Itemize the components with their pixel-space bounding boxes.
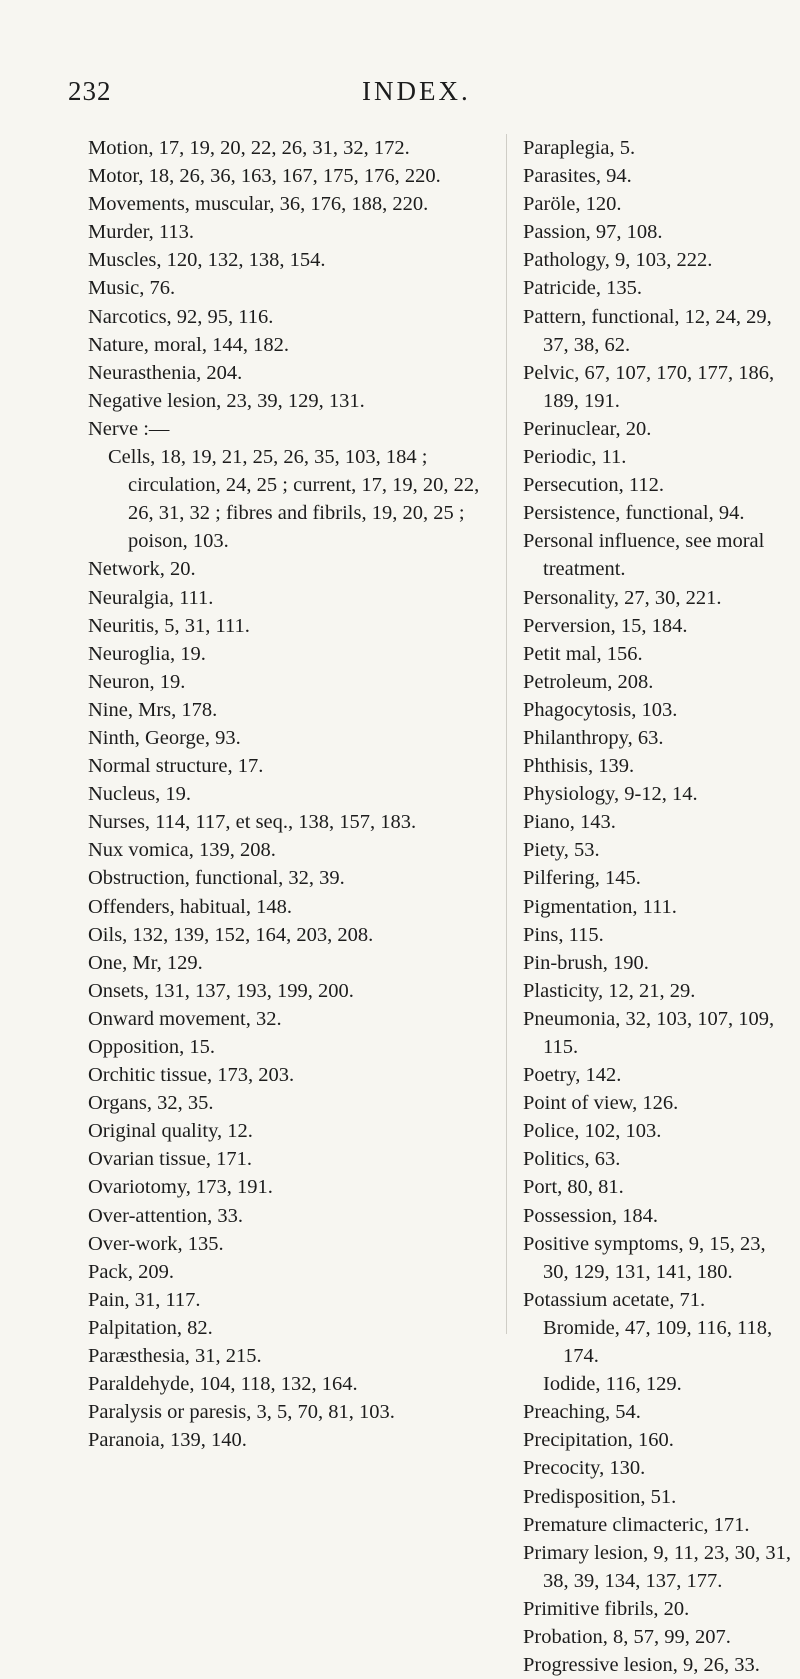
index-entry: Paralysis or paresis, 3, 5, 70, 81, 103. bbox=[88, 1401, 395, 1424]
index-entry: Pigmentation, 111. bbox=[523, 895, 677, 918]
index-entry: Opposition, 15. bbox=[88, 1036, 215, 1058]
index-entry: Motion, 17, 19, 20, 22, 26, 31, 32, 172. bbox=[88, 137, 410, 159]
index-entry: Network, 20. bbox=[88, 558, 196, 581]
index-entry: Music, 76. bbox=[88, 277, 176, 300]
index-entry: Pain, 31, 117. bbox=[88, 1288, 201, 1311]
index-entry: Plasticity, 12, 21, 29. bbox=[523, 979, 696, 1002]
index-entry: Paraldehyde, 104, 118, 132, 164. bbox=[88, 1373, 358, 1396]
index-subentry: Iodide, 116, 129. bbox=[543, 1373, 682, 1396]
index-entry: Muscles, 120, 132, 138, 154. bbox=[88, 249, 326, 272]
index-entry: Neuritis, 5, 31, 111. bbox=[88, 614, 250, 637]
index-entry: Oils, 132, 139, 152, 164, 203, 208. bbox=[88, 923, 374, 946]
index-entry: One, Mr, 129. bbox=[88, 951, 203, 974]
index-entry: Over-work, 135. bbox=[88, 1232, 224, 1255]
index-entry: Over-attention, 33. bbox=[88, 1204, 244, 1227]
index-entry: Nerve :— bbox=[88, 417, 170, 440]
index-entry: Onsets, 131, 137, 193, 199, 200. bbox=[88, 979, 354, 1002]
column-divider bbox=[506, 134, 507, 1334]
index-entry: Nine, Mrs, 178. bbox=[88, 698, 218, 721]
index-entry: Obstruction, functional, 32, 39. bbox=[88, 867, 345, 890]
index-entry: Movements, muscular, 36, 176, 188, 220. bbox=[88, 193, 429, 216]
index-entry: Politics, 63. bbox=[523, 1148, 621, 1171]
index-entry: Petroleum, 208. bbox=[523, 670, 654, 693]
index-entry: Normal structure, 17. bbox=[88, 755, 264, 778]
index-entry: Pattern, functional, 12, 24, 29, 37, 38, 62. bbox=[523, 305, 772, 356]
index-entry: Phagocytosis, 103. bbox=[523, 698, 678, 721]
index-entry: Paranoia, 139, 140. bbox=[88, 1429, 247, 1452]
index-entry: Organs, 32, 35. bbox=[88, 1092, 214, 1115]
index-entry: Police, 102, 103. bbox=[523, 1120, 662, 1143]
index-entry: Original quality, 12. bbox=[88, 1120, 253, 1143]
page-number: 232 bbox=[68, 76, 112, 106]
index-entry: Possession, 184. bbox=[523, 1204, 658, 1227]
index-column-left bbox=[88, 134, 488, 1454]
index-entry: Port, 80, 81. bbox=[523, 1176, 624, 1199]
index-entry: Positive symptoms, 9, 15, 23, 30, 129, 131, 141, 180. bbox=[523, 1232, 766, 1283]
index-entry: Nature, moral, 144, 182. bbox=[88, 333, 289, 356]
index-entry: Narcotics, 92, 95, 116. bbox=[88, 305, 274, 328]
index-entry: Pneumonia, 32, 103, 107, 109, 115. bbox=[523, 1007, 775, 1058]
index-entry: Precipitation, 160. bbox=[523, 1429, 674, 1452]
index-entry: Potassium acetate, 71. bbox=[523, 1288, 706, 1311]
index-entry: Progressive lesion, 9, 26, 33. bbox=[523, 1654, 760, 1677]
index-entry: Persistence, functional, 94. bbox=[523, 502, 745, 525]
index-entry: Neuroglia, 19. bbox=[88, 642, 206, 665]
index-entry: Pelvic, 67, 107, 170, 177, 186, 189, 191. bbox=[523, 361, 775, 412]
index-entry: Neurasthenia, 204. bbox=[88, 361, 243, 384]
index-entry: Premature climacteric, 171. bbox=[523, 1513, 750, 1536]
index-entry: Patricide, 135. bbox=[523, 277, 642, 300]
index-entry: Negative lesion, 23, 39, 129, 131. bbox=[88, 389, 365, 412]
index-entry: Primitive fibrils, 20. bbox=[523, 1597, 690, 1620]
index-entry: Perinuclear, 20. bbox=[523, 417, 652, 440]
index-entry: Philanthropy, 63. bbox=[523, 726, 664, 749]
index-entry: Motor, 18, 26, 36, 163, 167, 175, 176, 220. bbox=[88, 165, 441, 188]
index-entry: Offenders, habitual, 148. bbox=[88, 895, 292, 918]
index-entry: Orchitic tissue, 173, 203. bbox=[88, 1064, 295, 1087]
index-entry: Perversion, 15, 184. bbox=[523, 614, 688, 637]
index-entry: Pack, 209. bbox=[88, 1260, 174, 1283]
index-entry: Pilfering, 145. bbox=[523, 867, 641, 890]
index-entry: Nux vomica, 139, 208. bbox=[88, 839, 276, 862]
index-entry: Pins, 115. bbox=[523, 923, 604, 946]
index-entry: Personality, 27, 30, 221. bbox=[523, 586, 722, 609]
index-entry: Palpitation, 82. bbox=[88, 1316, 213, 1339]
index-entry: Periodic, 11. bbox=[523, 446, 627, 469]
index-column-right bbox=[523, 134, 795, 1679]
index-entry: Point of view, 126. bbox=[523, 1092, 679, 1115]
index-entry: Parasites, 94. bbox=[523, 165, 632, 188]
index-entry: Nucleus, 19. bbox=[88, 783, 192, 806]
index-entry: Ovariotomy, 173, 191. bbox=[88, 1176, 273, 1199]
index-entry: Poetry, 142. bbox=[523, 1064, 622, 1087]
index-entry: Murder, 113. bbox=[88, 221, 195, 244]
index-entry: Piano, 143. bbox=[523, 811, 616, 834]
index-entry: Probation, 8, 57, 99, 207. bbox=[523, 1625, 731, 1648]
index-entry: Primary lesion, 9, 11, 23, 30, 31, 38, 39, 134, 137, 177. bbox=[523, 1541, 792, 1592]
index-entry: Precocity, 130. bbox=[523, 1457, 646, 1480]
index-entry: Petit mal, 156. bbox=[523, 642, 643, 665]
index-entry: Preaching, 54. bbox=[523, 1401, 641, 1424]
running-head: INDEX. bbox=[362, 76, 471, 106]
index-entry: Ovarian tissue, 171. bbox=[88, 1148, 252, 1171]
index-entry: Piety, 53. bbox=[523, 839, 600, 862]
index-entry: Passion, 97, 108. bbox=[523, 221, 663, 244]
index-entry: Physiology, 9-12, 14. bbox=[523, 783, 698, 806]
index-entry: Pathology, 9, 103, 222. bbox=[523, 249, 713, 272]
index-subentry: Bromide, 47, 109, 116, 118, 174. bbox=[543, 1316, 773, 1368]
index-entry: Neuralgia, 111. bbox=[88, 586, 214, 609]
index-subentry: Cells, 18, 19, 21, 25, 26, 35, 103, 184 ; circulation, 24, 25 ; current, 17, 19, 20, 22, 26, 31, 32 ; fibres and fibrils, 19, 20, 25 ; poison, 103. bbox=[108, 446, 480, 553]
index-entry: Ninth, George, 93. bbox=[88, 726, 241, 749]
index-entry: Nurses, 114, 117, et seq., 138, 157, 183. bbox=[88, 811, 417, 834]
index-entry: Neuron, 19. bbox=[88, 670, 186, 693]
index-entry: Phthisis, 139. bbox=[523, 755, 635, 778]
index-entry: Paröle, 120. bbox=[523, 193, 622, 216]
index-entry: Onward movement, 32. bbox=[88, 1007, 282, 1030]
index-entry: Pin-brush, 190. bbox=[523, 951, 649, 974]
index-entry: Paraplegia, 5. bbox=[523, 137, 636, 159]
index-entry: Paræsthesia, 31, 215. bbox=[88, 1345, 262, 1368]
index-entry: Predisposition, 51. bbox=[523, 1485, 677, 1508]
page-header bbox=[0, 76, 800, 116]
index-entry: Persecution, 112. bbox=[523, 474, 665, 497]
index-entry: Personal influence, see moral treatment. bbox=[523, 530, 765, 581]
